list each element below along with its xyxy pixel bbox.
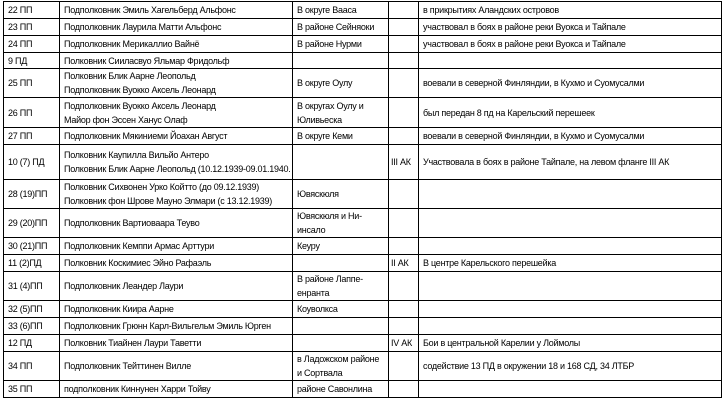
location-cell [293, 255, 389, 272]
table-row [4, 2, 722, 19]
location-cell [293, 301, 389, 318]
corps-cell [389, 318, 419, 335]
unit-cell: 33 (6)ПП [4, 318, 60, 335]
corps-cell [389, 36, 419, 53]
location-line: В округе Вааса [297, 5, 357, 15]
commanders-cell [60, 69, 293, 98]
commander-name: Подполковник Кемппи Армас Арттури [64, 241, 214, 251]
unit-cell: 35 ПП [4, 381, 60, 398]
notes-cell: содействие 13 ПД в окружении 18 и 168 СД, 34 ЛТБР [419, 352, 722, 381]
corps-cell [389, 272, 419, 301]
commander-name: Подполковник Вуокко Аксель Леонард [64, 85, 216, 95]
units-table [3, 1, 722, 398]
commanders-cell [60, 53, 293, 69]
commanders-cell [60, 381, 293, 398]
commander-name: Полковник Каупилла Вильйо Антеро [64, 150, 209, 160]
table-row [4, 272, 722, 301]
location-cell [293, 36, 389, 53]
commanders-cell [60, 128, 293, 145]
location-line: инсало [297, 225, 326, 235]
corps-cell [389, 301, 419, 318]
unit-cell: 9 ПД [4, 53, 60, 69]
table-row [4, 145, 722, 180]
commanders-cell [60, 180, 293, 209]
commanders-cell [60, 335, 293, 352]
commander-name: Полковник Тиайнен Лаури Таветти [64, 338, 202, 348]
unit-cell: 32 (5)ПП [4, 301, 60, 318]
notes-cell [419, 272, 722, 301]
unit-cell: 31 (4)ПП [4, 272, 60, 301]
location-line: В округе Оулу [297, 78, 353, 88]
location-line: и Сортвала [297, 368, 343, 378]
notes-cell [419, 180, 722, 209]
commander-name: Подполковник Мерикаллио Вайнё [64, 39, 200, 49]
commander-name: Полковник Блик Аарне Леопольд (10.12.1939-09.01.1940. [64, 164, 291, 174]
corps-cell: II АК [389, 255, 419, 272]
table-row [4, 255, 722, 272]
notes-cell [419, 381, 722, 398]
corps-cell [389, 53, 419, 69]
commanders-cell [60, 145, 293, 180]
commander-name: Полковник Сихвонен Урко Койтто (до 09.12.1939) [64, 182, 260, 192]
location-cell [293, 335, 389, 352]
unit-cell: 27 ПП [4, 128, 60, 145]
unit-cell: 11 (2)ПД [4, 255, 60, 272]
commander-name: Подполковник Вуокко Аксель Леонард [64, 100, 216, 111]
location-cell [293, 19, 389, 36]
location-cell [293, 145, 389, 180]
location-line: районе Савонлина [297, 384, 373, 394]
unit-cell: 23 ПП [4, 19, 60, 36]
location-cell [293, 2, 389, 19]
table-row [4, 180, 722, 209]
notes-cell: воевали в северной Финляндии, в Кухмо и Суомусалми [419, 128, 722, 145]
commanders-cell [60, 36, 293, 53]
corps-cell [389, 2, 419, 19]
commanders-cell [60, 352, 293, 381]
notes-cell: Бои в центральной Карелии у Лоймолы [419, 335, 722, 352]
notes-cell: в прикрытиях Аландских островов [419, 2, 722, 19]
commander-name: Майор фон Эссен Ханус Олаф [64, 114, 188, 125]
corps-cell [389, 98, 419, 128]
commanders-cell [60, 272, 293, 301]
location-line: В районе Лаппе- [297, 274, 363, 284]
commanders-cell [60, 238, 293, 255]
notes-cell [419, 53, 722, 69]
location-cell [293, 381, 389, 398]
location-cell [293, 272, 389, 301]
corps-cell [389, 238, 419, 255]
location-cell [293, 53, 389, 69]
notes-cell: участвовал в боях в районе реки Вуокса и Тайпале [419, 36, 722, 53]
corps-cell: IV АК [389, 335, 419, 352]
notes-cell: Участвовала в боях в районе Тайпале, на левом фланге III АК [419, 145, 722, 180]
corps-cell [389, 209, 419, 238]
notes-cell [419, 318, 722, 335]
location-line: Юливьеска [297, 114, 342, 125]
commander-name: Полковник Сииласвуо Яльмар Фридольф [64, 55, 230, 66]
corps-cell [389, 381, 419, 398]
commanders-cell [60, 98, 293, 128]
commander-name: Полковник фон Шрове Мауно Элмари (с 13.12.1939) [64, 196, 273, 206]
table-row [4, 209, 722, 238]
location-cell [293, 352, 389, 381]
location-cell [293, 180, 389, 209]
commander-name: Подполковник Вартиоваара Теуво [64, 218, 200, 228]
location-cell [293, 209, 389, 238]
notes-cell [419, 209, 722, 238]
unit-cell: 28 (19)ПП [4, 180, 60, 209]
location-cell [293, 318, 389, 335]
corps-cell [389, 19, 419, 36]
table-row [4, 301, 722, 318]
unit-cell: 24 ПП [4, 36, 60, 53]
table-row [4, 53, 722, 69]
table-row [4, 352, 722, 381]
notes-cell: был передан 8 пд на Карельский перешеек [419, 98, 722, 128]
unit-cell: 25 ПП [4, 69, 60, 98]
corps-cell: III АК [389, 145, 419, 180]
corps-cell [389, 180, 419, 209]
notes-cell: В центре Карельского перешейка [419, 255, 722, 272]
commanders-cell [60, 209, 293, 238]
commander-name: Подполковник Тейттинен Вилле [64, 361, 192, 371]
corps-cell [389, 69, 419, 98]
location-line: в Ладожском районе [297, 354, 380, 364]
unit-cell: 30 (21)ПП [4, 238, 60, 255]
notes-cell [419, 238, 722, 255]
commander-name: Подполковник Лаурила Матти Альфонс [64, 22, 222, 32]
commanders-cell [60, 2, 293, 19]
unit-cell: 29 (20)ПП [4, 209, 60, 238]
table-row [4, 381, 722, 398]
location-line: Ювяскюля и Ни- [297, 211, 362, 221]
unit-cell: 10 (7) ПД [4, 145, 60, 180]
corps-cell [389, 128, 419, 145]
location-line: В районе Нурми [297, 39, 362, 49]
notes-cell [419, 301, 722, 318]
table-row [4, 318, 722, 335]
unit-cell: 34 ПП [4, 352, 60, 381]
commander-name: Полковник Коскимиес Эйно Рафаэль [64, 258, 212, 268]
commander-name: подполковник Киннунен Харри Тойву [64, 384, 211, 394]
location-line: В округе Кеми [297, 131, 353, 141]
commander-name: Подполковник Киира Аарне [64, 304, 174, 314]
table-row [4, 238, 722, 255]
unit-cell: 12 ПД [4, 335, 60, 352]
table-row [4, 69, 722, 98]
units-table-body [4, 2, 722, 398]
commanders-cell [60, 301, 293, 318]
commander-name: Подполковник Мякиниеми Йоахан Август [64, 131, 228, 141]
corps-cell [389, 352, 419, 381]
table-row [4, 36, 722, 53]
location-line: Кеуру [297, 241, 320, 251]
table-row [4, 128, 722, 145]
table-row [4, 19, 722, 36]
table-row [4, 98, 722, 128]
unit-cell: 22 ПП [4, 2, 60, 19]
unit-cell: 26 ПП [4, 98, 60, 128]
location-line: Коуволкса [297, 304, 338, 314]
notes-cell: участвовал в боях в районе реки Вуокса и Тайпале [419, 19, 722, 36]
commander-name: Подполковник Грюнн Карл-Вильгельм Эмиль Юрген [64, 321, 271, 331]
table-row [4, 335, 722, 352]
commander-name: Полковник Блик Аарне Леопольд [64, 71, 196, 81]
location-line: В районе Сейняоки [297, 22, 375, 32]
commander-name: Подполковник Леандер Лаури [64, 281, 184, 291]
notes-cell: воевали в северной Финляндии, в Кухмо и Суомусалми [419, 69, 722, 98]
location-line: енранта [297, 288, 330, 298]
commander-name: Подполковник Эмиль Хагельберд Альфонс [64, 5, 236, 15]
location-line: В округах Оулу и [297, 100, 364, 111]
location-cell [293, 69, 389, 98]
location-cell [293, 98, 389, 128]
location-cell [293, 238, 389, 255]
location-line: Ювяскюля [297, 189, 339, 199]
commanders-cell [60, 19, 293, 36]
location-cell [293, 128, 389, 145]
commanders-cell [60, 318, 293, 335]
commanders-cell [60, 255, 293, 272]
